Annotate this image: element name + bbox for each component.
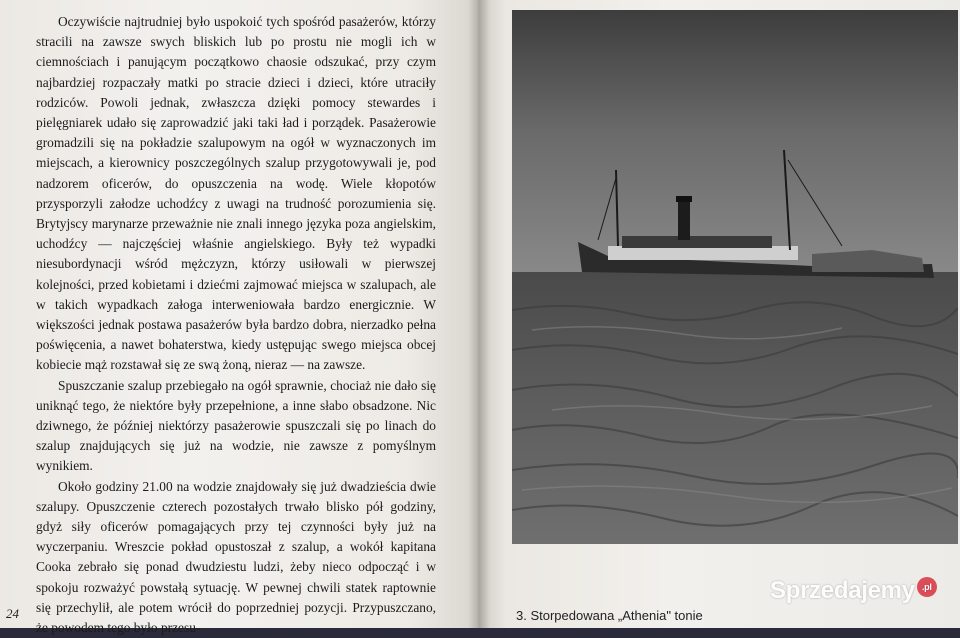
body-text [36, 12, 436, 638]
page-number: 24 [6, 606, 19, 621]
watermark-text: Sprzedajemy [770, 577, 915, 604]
ship-photo-image [512, 10, 958, 544]
book-gutter [468, 0, 490, 628]
left-page [0, 0, 478, 636]
watermark-logo [770, 577, 937, 605]
paragraph-2: Spuszczanie szalup przebiegało na ogół sprawnie, chociaż nie dało się uniknąć tego, że niektóre były przepełnione, a inne słabo obsadzone. Nic dziwnego, że później niektórzy pasażerowie spuszczali się po linach do szalup znajdujących się już na wodzie, nie zawsze z pomyślnym wynikiem. [36, 377, 436, 474]
watermark-badge: .pl [917, 577, 937, 597]
paragraph-3: Około godziny 21.00 na wodzie znajdowały się już dwadzieścia dwie szalupy. Opuszczenie czterech pozostałych trwało blisko pół godziny, gdyż siły oficerów pomagających przy tej czynności były już na wyczerpaniu. Wreszcie pokład opustoszał z szalup, a wokół kapitana Cooka zebrało się ponad dwudziestu ludzi, żeby nieco odpocząć i w spokoju rozważyć powstałą sytuację. W pewnej chwili statek raptownie się przechylił, ale potem wrócił do poprzedniej pozycji. Przypuszczano, że powodem tego było przesu- [36, 478, 436, 636]
photo-caption: 3. Storpedowana „Athenia" tonie [516, 608, 703, 623]
ship-photo [512, 10, 958, 544]
paragraph-1: Oczywiście najtrudniej było uspokoić tych spośród pasażerów, którzy stracili na zawsze swych bliskich lub po prostu nie mogli ich w ciemnościach i panującym początkowo chaosie odszukać, przy czym najbardziej rozpaczały matki po stracie dzieci i dzieci, które utraciły rodziców. Powoli jednak, zwłaszcza dzięki pomocy stewardes i pielęgniarek udało się zaprowadzić jaki taki ład i porządek. Pasażerowie gromadzili się na pokładzie szalupowym na ogół w wyznaczonych im miejscach, a kierownicy poszczególnych szalup przygotowywali je, pod nadzorem oficerów, do opuszczenia na wodę. Wiele kłopotów przysporzyli załodze uchodźcy z uwagi na trudność porozumienia się. Brytyjscy marynarze przeważnie nie znali innego języka poza angielskim, uchodźcy — najczęściej właśnie angielskiego. Były też wypadki niesubordynacji wśród mężczyzn, którzy usiłowali w pierwszej kolejności, przed kobietami i dziećmi zajmować miejsca w szalupach, ale w takich wypadkach załoga interweniowała bardzo energicznie. W większości jednak postawa pasażerów była bardzo dobra, nierzadko pełna poświęcenia, a nawet bohaterstwa, kiedy ustępując swego miejsca obcej kobiecie mąż rozstawał się ze swą żoną, nieraz — na zawsze. [36, 14, 436, 373]
